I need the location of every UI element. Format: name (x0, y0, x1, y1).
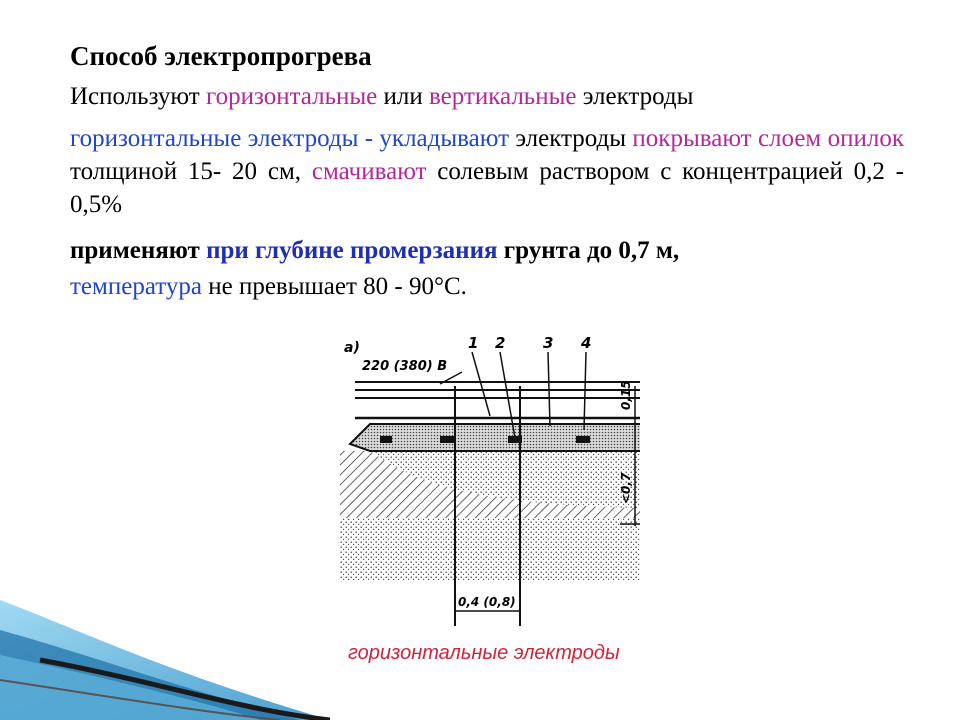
slide-title: Способ электропрогрева (70, 41, 372, 71)
dim-bottom-label: 0,4 (0,8) (458, 595, 516, 609)
text-segment: электроды (509, 125, 633, 152)
electrode-diagram (340, 326, 640, 626)
text-segment: Используют (70, 83, 206, 110)
text-segment: электроды (576, 83, 694, 110)
paragraph-horizontal-electrodes (70, 122, 904, 221)
decorative-corner-waves (0, 560, 330, 720)
highlight-horizontal: горизонтальные (205, 83, 378, 110)
marker-4: 4 (581, 334, 592, 352)
electrode (576, 436, 590, 443)
marker-1: 1 (468, 334, 479, 352)
text-segment: солевым раствором с концентрацией 0,2 - 0,5% (70, 158, 904, 218)
highlight-moisten: смачивают (311, 158, 427, 185)
text-segment: не превышает 80 - 90°С. (201, 273, 467, 300)
text-segment: толщиной 15- 20 см, (70, 158, 312, 185)
leader-line (472, 352, 490, 416)
highlight-freezing-depth: при глубине промерзания (206, 237, 498, 264)
line-applicability (70, 234, 679, 268)
highlight-temperature: температура (70, 273, 202, 300)
electrode (440, 436, 454, 443)
dim-top-label: 0,15 (619, 380, 633, 410)
sawdust-layer (350, 424, 640, 451)
text-segment: применяют (70, 237, 207, 264)
electrode (380, 436, 392, 443)
dim-depth-label: <0,7 (619, 472, 633, 504)
soil-lower (340, 511, 640, 581)
highlight-cover-sawdust: покрывают слоем опилок (632, 125, 904, 152)
marker-2: 2 (495, 334, 506, 352)
text-segment: или (377, 83, 430, 110)
highlight-lay-electrodes: горизонтальные электроды - укладывают (70, 125, 509, 152)
line-temperature (70, 270, 467, 304)
leader-line (548, 352, 550, 426)
figure-label-a: а) (344, 340, 360, 356)
line-electrodes-types (70, 80, 693, 114)
highlight-vertical: вертикальные (429, 83, 577, 110)
marker-3: 3 (543, 334, 554, 352)
voltage-label: 220 (380) В (362, 359, 448, 374)
text-segment: грунта до 0,7 м, (497, 237, 680, 264)
figure-caption: горизонтальные электроды (348, 642, 620, 664)
